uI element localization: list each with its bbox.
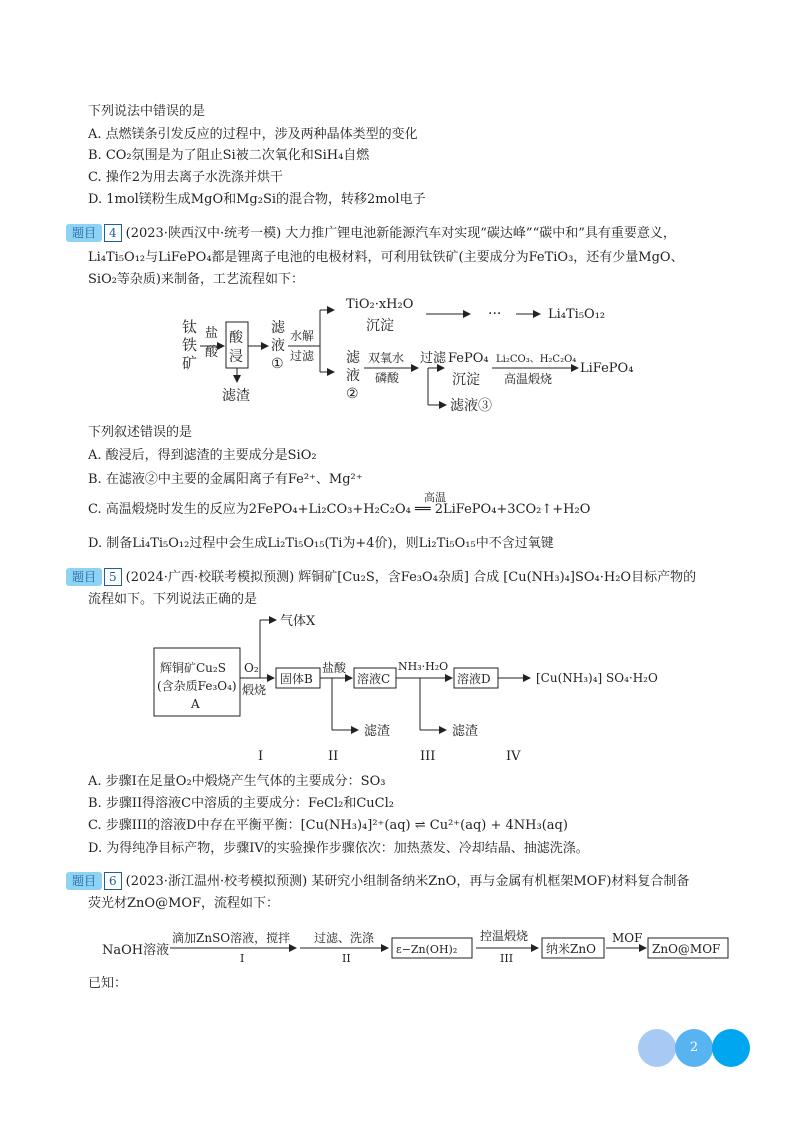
q4-option-b: B. 在滤液②中主要的金属阳离子有Fe²⁺、Mg²⁺ bbox=[88, 472, 363, 487]
q6-num3: III bbox=[500, 952, 514, 965]
q4-flowchart bbox=[170, 290, 650, 420]
q4-filtrate1-2: 液 bbox=[271, 338, 285, 354]
q4-lfp: LiFePO₄ bbox=[580, 361, 634, 376]
q6-stem2: 荧光材ZnO@MOF，流程如下： bbox=[88, 896, 280, 911]
q6-stem1: (2023·浙江温州·校考模拟预测) 某研究小组制备纳米ZnO，再与金属有机框架MOF)材料复合制备 bbox=[125, 874, 690, 889]
q4-acid-2: 酸 bbox=[205, 345, 219, 360]
q4-filtrate2-3: ② bbox=[346, 386, 359, 402]
q6-known: 已知： bbox=[88, 976, 128, 991]
q6-step2: 过滤、洗涤 bbox=[314, 931, 375, 945]
q4-leach-1: 酸 bbox=[229, 330, 243, 346]
q6-box3: ZnO@MOF bbox=[652, 942, 721, 956]
q4-option-a: A. 酸浸后，得到滤渣的主要成分是SiO₂ bbox=[88, 448, 317, 463]
q3-option-b: B. CO₂氛围是为了阻止Si被二次氧化和SiH₄自燃 bbox=[88, 148, 370, 163]
q5-calcine: 煅烧 bbox=[242, 683, 267, 697]
badge-circle-right bbox=[712, 1029, 750, 1067]
q4-condition: 高温 bbox=[424, 491, 446, 504]
q4-number: 4 bbox=[104, 224, 122, 242]
q5-option-b: B. 步骤II得溶液C中溶质的主要成分：FeCl₂和CuCl₂ bbox=[88, 796, 394, 811]
q4-stem-line1 bbox=[66, 224, 676, 244]
q4-filter2: 过滤 bbox=[420, 351, 447, 366]
q4-dots: ··· bbox=[488, 306, 502, 322]
q5-number: 5 bbox=[104, 568, 122, 586]
q4-reagents: Li₂CO₃、H₂C₂O₄ bbox=[496, 354, 577, 365]
q4-h2o2: 双氧水 bbox=[368, 351, 405, 365]
q5-boxA-1: 辉铜矿Cu₂S bbox=[160, 661, 226, 675]
q4-precip2: 沉淀 bbox=[452, 372, 480, 388]
q4-ore-3: 矿 bbox=[182, 354, 198, 372]
page-number: 2 bbox=[675, 1029, 713, 1067]
q4-tag: 题目 bbox=[66, 224, 102, 242]
q4-acid-1: 盐 bbox=[205, 326, 219, 341]
q5-o2: O₂ bbox=[244, 661, 259, 675]
q4-residue: 滤渣 bbox=[222, 388, 250, 404]
q4-option-c: C. 高温煅烧时发生的反应为2FePO₄+Li₂CO₃+H₂C₂O₄ ══ 2LiFePO₄+3CO₂↑+H₂O bbox=[88, 502, 591, 517]
q3-option-d: D. 1mol镁粉生成MgO和Mg₂Si的混合物，转移2mol电子 bbox=[88, 192, 426, 207]
q6-box1: ε−Zn(OH)₂ bbox=[396, 943, 458, 956]
q4-filtrate1-3: ① bbox=[271, 356, 284, 372]
q5-stem2: 流程如下。下列说法正确的是 bbox=[88, 592, 258, 607]
q5-hcl: 盐酸 bbox=[322, 661, 347, 675]
q6-number: 6 bbox=[104, 872, 122, 890]
q5-step-4: IV bbox=[506, 749, 521, 764]
q6-step3: 控温煅烧 bbox=[480, 929, 529, 943]
q5-step-1: I bbox=[258, 749, 264, 764]
q5-option-d: D. 为得纯净目标产物，步骤IV的实验操作步骤依次：加热蒸发、冷却结晶、抽滤洗涤。 bbox=[88, 841, 589, 856]
q4-stem1: (2023·陕西汉中·统考一模) 大力推广锂电池新能源汽车对实现“碳达峰”“碳中和”具有重要意义， bbox=[125, 226, 676, 241]
q4-hydrolysis: 水解 bbox=[290, 329, 315, 343]
badge-circle-left bbox=[638, 1029, 676, 1067]
q4-leach-2: 浸 bbox=[229, 349, 243, 365]
q4-filtrate1-1: 滤 bbox=[271, 320, 285, 336]
page-number-badge bbox=[638, 1029, 750, 1065]
q5-option-a: A. 步骤I在足量O₂中煅烧产生气体的主要成分：SO₃ bbox=[88, 774, 386, 789]
q4-calcine: 高温煅烧 bbox=[504, 372, 553, 386]
q6-tag: 题目 bbox=[66, 872, 102, 890]
q4-lto: Li₄Ti₅O₁₂ bbox=[548, 307, 606, 322]
q6-stem-line1 bbox=[66, 872, 689, 892]
q4-ore-2: 铁 bbox=[182, 336, 198, 354]
q4-filtrate2-2: 液 bbox=[346, 368, 360, 384]
q5-option-c: C. 步骤III的溶液D中存在平衡平衡：[Cu(NH₃)₄]²⁺(aq) ⇌ Cu²⁺(aq) + 4NH₃(aq) bbox=[88, 818, 568, 833]
q5-flowchart bbox=[150, 610, 690, 770]
q5-tag: 题目 bbox=[66, 568, 102, 586]
q5-step-3: III bbox=[420, 749, 436, 764]
q4-prompt: 下列叙述错误的是 bbox=[88, 425, 193, 440]
q4-ore-1: 钛 bbox=[182, 318, 198, 336]
q3-option-a: A. 点燃镁条引发反应的过程中，涉及两种晶体类型的变化 bbox=[88, 127, 418, 142]
q5-solD: 溶液D bbox=[457, 672, 491, 686]
q6-num1: I bbox=[240, 952, 245, 965]
q6-flowchart bbox=[96, 920, 736, 970]
q5-step-2: II bbox=[328, 749, 339, 764]
q4-option-d: D. 制备Li₄Ti₅O₁₂过程中会生成Li₂Ti₅O₁₅(Ti为+4价)，则Li₂Ti₅O₁₅中不含过氧键 bbox=[88, 536, 554, 551]
q5-boxA-3: A bbox=[191, 697, 200, 711]
q4-tio2: TiO₂·xH₂O bbox=[346, 297, 414, 312]
q5-gas: 气体X bbox=[280, 614, 316, 629]
q4-h3po4: 磷酸 bbox=[375, 371, 400, 385]
q5-nh3: NH₃·H₂O bbox=[398, 660, 449, 673]
q5-stem1: (2024·广西·校联考模拟预测) 辉铜矿[Cu₂S，含Fe₃O₄杂质] 合成 [Cu(NH₃)₄]SO₄·H₂O目标产物的 bbox=[125, 570, 697, 585]
q4-stem3: SiO₂等杂质)来制备，工艺流程如下： bbox=[88, 272, 305, 287]
q5-solC: 溶液C bbox=[357, 672, 391, 686]
q4-fepo4: FePO₄ bbox=[448, 351, 489, 366]
q6-num2: II bbox=[342, 952, 351, 965]
q6-mof: MOF bbox=[612, 931, 643, 945]
q5-boxA-2: (含杂质Fe₃O₄) bbox=[157, 679, 237, 693]
q4-filtrate3: 滤液③ bbox=[450, 398, 492, 414]
q4-stem2: Li₄Ti₅O₁₂与LiFePO₄都是锂离子电池的电极材料，可利用钛铁矿(主要成分为FeTiO₃，还有少量MgO、 bbox=[88, 250, 684, 265]
q5-product: [Cu(NH₃)₄] SO₄·H₂O bbox=[536, 671, 658, 685]
q5-stem-line1 bbox=[66, 568, 696, 588]
q6-box2: 纳米ZnO bbox=[546, 942, 596, 956]
q4-filtrate2-1: 滤 bbox=[346, 350, 360, 366]
q6-start: NaOH溶液 bbox=[102, 943, 170, 958]
q3-prompt: 下列说法中错误的是 bbox=[88, 104, 206, 119]
q6-step1: 滴加ZnSO溶液，搅拌 bbox=[172, 931, 291, 945]
q4-precip: 沉淀 bbox=[366, 318, 394, 334]
q4-filter: 过滤 bbox=[290, 349, 315, 363]
q5-residue1: 滤渣 bbox=[364, 724, 391, 739]
q5-solidB: 固体B bbox=[280, 672, 313, 686]
q3-option-c: C. 操作2为用去离子水洗涤并烘干 bbox=[88, 170, 284, 185]
q5-residue2: 滤渣 bbox=[452, 724, 479, 739]
